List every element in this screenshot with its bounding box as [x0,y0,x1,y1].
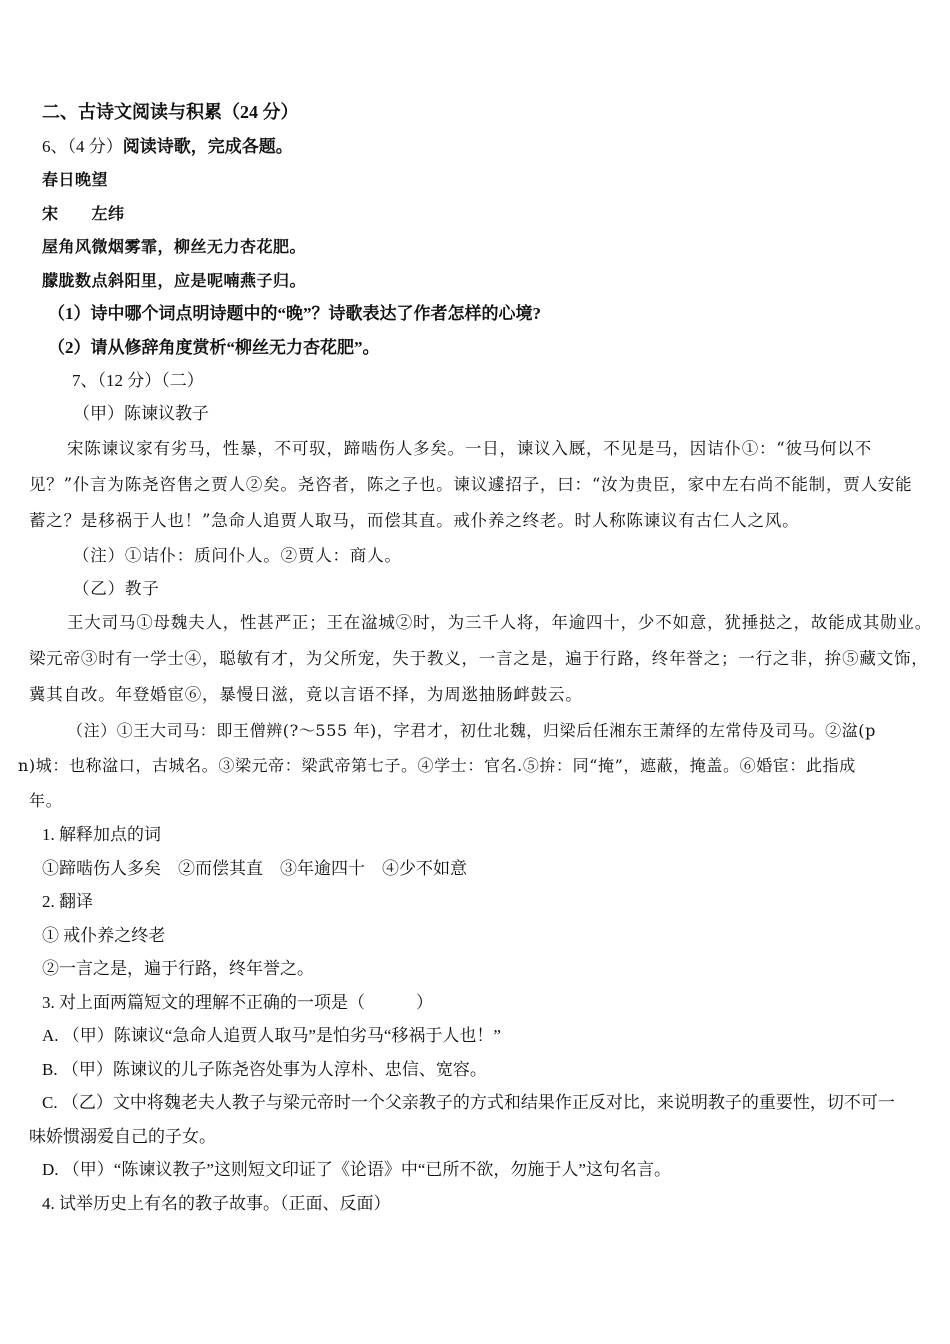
passage-a-note: （注）①诘仆：质问仆人。②贾人：商人。 [73,546,402,565]
q7-question-3-option-c-line: C. （乙）文中将魏老夫人教子与梁元帝时一个父亲教子的方式和结果作正反对比，来说明教子的重要性，切不可一 [42,1093,895,1112]
q6-instruction: 阅读诗歌，完成各题。 [122,136,293,156]
q7-question-3-option-c-line: 味娇惯溺爱自己的子女。 [29,1126,216,1146]
passage-b-line: 冀其自改。年登婚宦⑥，暴慢日滋，竟以言语不择，为周逖抽肠衅鼓云。 [29,685,583,704]
passage-b-note-line: （注）①王大司马：即王僧辨(?～555 年)，字君才，初仕北魏，归梁后任湘东王萧绎的左常侍及司马。②湓(p [67,721,876,740]
q7-header: 7、（12 分）（二） [72,371,204,390]
passage-b-line: 梁元帝③时有一学士④，聪敏有才，为父所宠，失于教义，一言之是，遍于行路，终年誉之；一行之非，拚⑤藏文饰， [29,649,929,668]
q6-sub-question-2: （2）请从修辞角度赏析“柳丝无力杏花肥”。 [48,337,380,357]
q6-number: 6、（4 分） [42,136,123,156]
passage-a-line: 宋陈谏议家有劣马，性暴，不可驭，蹄啮伤人多矣。一日，谏议入厩，不见是马，因诘仆①：“彼马何以不 [67,439,873,458]
q6-sub-question-1: （1）诗中哪个词点明诗题中的“晚”？诗歌表达了作者怎样的心境? [48,304,541,323]
poem-line: 朦胧数点斜阳里，应是呢喃燕子归。 [42,270,307,290]
q7-question-1-items: ①蹄啮伤人多矣 ②而偿其直 ③年逾四十 ④少不如意 [42,858,467,878]
q7-question-4-label: 4. 试举历史上有名的教子故事。（正面、反面） [42,1193,391,1213]
q7-question-1-label: 1. 解释加点的词 [42,825,161,844]
passage-a-line: 蓄之？是移祸于人也！”急命人追贾人取马，而偿其直。戒仆养之终老。时人称陈谏议有古仁人之风。 [29,511,800,530]
q7-question-2-item: ① 戒仆养之终老 [42,925,166,945]
passage-b-title: （乙）教子 [73,579,160,598]
q7-question-3-option-d: D. （甲）“陈谏议教子”这则短文印证了《论语》中“已所不欲，勿施于人”这句名言。 [42,1160,671,1179]
passage-a-title: （甲）陈谏议教子 [73,403,209,424]
q7-question-3-option-b: B. （甲）陈谏议的儿子陈尧咨处事为人淳朴、忠信、宽容。 [42,1059,487,1079]
poem-author: 宋 左纬 [42,203,125,223]
q7-question-2-label: 2. 翻译 [42,892,93,911]
passage-a [0,431,950,539]
q7-question-3-option-c [0,1086,950,1153]
poem-line: 屋角风微烟雾霏，柳丝无力杏花肥。 [42,237,307,256]
passage-b [0,605,950,713]
passage-b-note [0,713,950,818]
passage-b-line: 王大司马①母魏夫人，性甚严正；王在湓城②时，为三千人将，年逾四十，少不如意，犹捶挞之，故能成其勋业。 [67,613,932,632]
q7-question-3-label: 3. 对上面两篇短文的理解不正确的一项是（ ） [42,992,433,1012]
passage-a-line: 见？”仆言为陈尧咨售之贾人②矣。尧咨者，陈之子也。谏议遽招子，曰：“汝为贵臣，家中左右尚不能制，贾人安能 [29,475,913,494]
q7-question-3-option-a: A. （甲）陈谏议“急命人追贾人取马”是怕劣马“移祸于人也！” [42,1026,501,1045]
q7-question-2-item: ②一言之是，遍于行路，终年誉之。 [42,959,314,978]
passage-b-note-line: n)城：也称湓口，古城名。③梁元帝：梁武帝第七子。④学士：官名.⑤拚：同“掩”，遮蔽，掩盖。⑥婚宦：此指成 [18,756,856,775]
q6-header [42,130,950,164]
passage-b-note-line: 年。 [29,791,63,810]
poem-title: 春日晚望 [42,170,109,189]
section-title: 二、古诗文阅读与积累（24 分） [42,102,299,122]
